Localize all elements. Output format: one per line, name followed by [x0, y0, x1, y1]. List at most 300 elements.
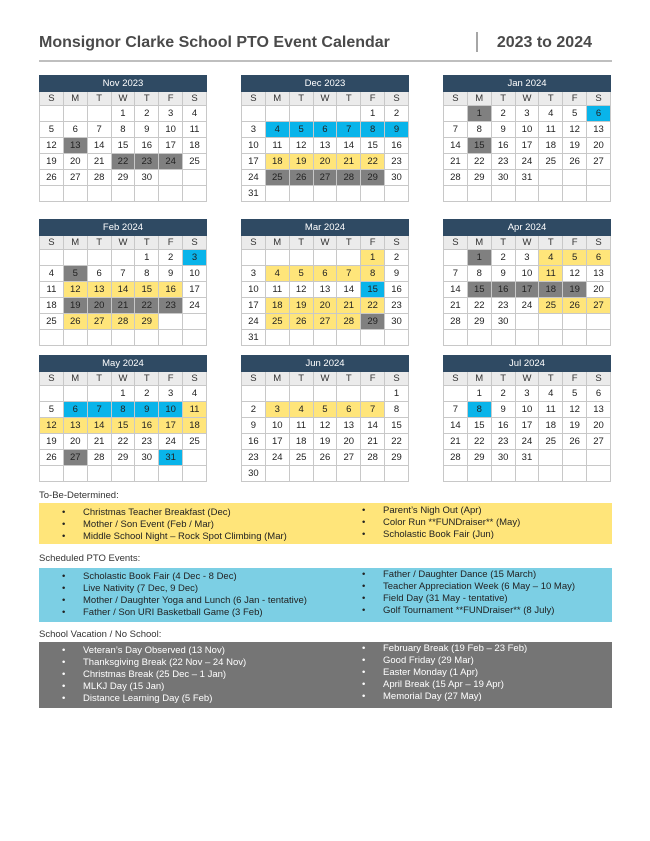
day-cell: 3: [242, 122, 266, 138]
event-item: • Father / Son URI Basketball Game (3 Feb): [39, 607, 307, 619]
week-row: [242, 402, 409, 418]
day-cell: [515, 466, 539, 482]
day-cell: 24: [159, 434, 183, 450]
day-cell: 2: [159, 250, 183, 266]
day-cell: 16: [135, 138, 159, 154]
day-cell: 29: [111, 450, 135, 466]
weekday-header: W: [515, 372, 539, 386]
day-cell: [444, 250, 468, 266]
day-cell: 9: [491, 266, 515, 282]
day-cell: 13: [63, 418, 87, 434]
weekday-header: T: [135, 92, 159, 106]
day-cell: 27: [63, 170, 87, 186]
day-cell: 10: [515, 402, 539, 418]
day-cell: 7: [444, 402, 468, 418]
day-cell: [183, 186, 207, 202]
day-cell: 6: [587, 250, 611, 266]
day-cell: 14: [444, 138, 468, 154]
month-title: Apr 2024: [444, 220, 611, 236]
day-cell: [539, 186, 563, 202]
day-cell: 17: [159, 418, 183, 434]
pto-label: Scheduled PTO Events:: [39, 553, 141, 564]
month-table: [39, 219, 207, 346]
day-cell: 10: [515, 122, 539, 138]
day-cell: 1: [135, 250, 159, 266]
day-cell: 24: [242, 170, 266, 186]
day-cell: 19: [313, 434, 337, 450]
day-cell: 29: [467, 314, 491, 330]
day-cell: 16: [159, 282, 183, 298]
day-cell: 24: [515, 154, 539, 170]
weekday-header: T: [337, 236, 361, 250]
weekday-header: W: [515, 236, 539, 250]
day-cell: [313, 106, 337, 122]
week-row: [242, 466, 409, 482]
week-row: [242, 122, 409, 138]
weekday-header: S: [444, 236, 468, 250]
day-cell: 12: [289, 138, 313, 154]
week-row: [242, 186, 409, 202]
weekday-header: F: [563, 236, 587, 250]
day-cell: [444, 106, 468, 122]
month-table: [39, 355, 207, 482]
vacation-list-right: [339, 643, 527, 703]
day-cell: [539, 314, 563, 330]
event-item: • February Break (19 Feb – 23 Feb): [339, 643, 527, 655]
week-row: [40, 418, 207, 434]
month-calendar: [443, 355, 611, 482]
day-cell: [135, 186, 159, 202]
day-cell: [337, 330, 361, 346]
week-row: [444, 450, 611, 466]
day-cell: [444, 186, 468, 202]
weekday-header: S: [40, 372, 64, 386]
day-cell: 2: [135, 106, 159, 122]
day-cell: [385, 330, 409, 346]
day-cell: 25: [539, 434, 563, 450]
event-item: • Good Friday (29 Mar): [339, 655, 527, 667]
week-row: [444, 466, 611, 482]
day-cell: 5: [289, 122, 313, 138]
day-cell: [242, 250, 266, 266]
weekday-header: T: [539, 236, 563, 250]
day-cell: 5: [63, 266, 87, 282]
day-cell: 19: [563, 282, 587, 298]
day-cell: 30: [242, 466, 266, 482]
week-row: [40, 122, 207, 138]
month-calendar: [241, 355, 409, 482]
day-cell: [313, 330, 337, 346]
day-cell: [159, 314, 183, 330]
event-item: • Mother / Daughter Yoga and Lunch (6 Jan - tentative): [39, 595, 307, 607]
day-cell: 13: [587, 266, 611, 282]
day-cell: 24: [242, 314, 266, 330]
day-cell: 31: [242, 330, 266, 346]
day-cell: [63, 386, 87, 402]
week-row: [40, 450, 207, 466]
day-cell: [515, 330, 539, 346]
day-cell: [183, 330, 207, 346]
day-cell: 8: [385, 402, 409, 418]
day-cell: [539, 170, 563, 186]
day-cell: 30: [135, 170, 159, 186]
day-cell: [337, 386, 361, 402]
day-cell: 18: [289, 434, 313, 450]
day-cell: 28: [444, 450, 468, 466]
weekday-header: M: [265, 372, 289, 386]
day-cell: 22: [467, 154, 491, 170]
day-cell: 15: [385, 418, 409, 434]
day-cell: 8: [111, 402, 135, 418]
day-cell: 23: [385, 298, 409, 314]
day-cell: 8: [361, 266, 385, 282]
day-cell: 21: [87, 154, 111, 170]
day-cell: 21: [444, 298, 468, 314]
week-row: [40, 138, 207, 154]
event-item: • Parent’s Nigh Out (Apr): [339, 505, 520, 517]
day-cell: 13: [313, 138, 337, 154]
day-cell: 30: [385, 170, 409, 186]
day-cell: 30: [491, 314, 515, 330]
week-row: [40, 282, 207, 298]
day-cell: 13: [63, 138, 87, 154]
week-row: [242, 250, 409, 266]
week-row: [444, 266, 611, 282]
day-cell: [265, 186, 289, 202]
day-cell: 10: [515, 266, 539, 282]
day-cell: [444, 386, 468, 402]
day-cell: 4: [265, 266, 289, 282]
day-cell: 4: [539, 386, 563, 402]
day-cell: 1: [361, 250, 385, 266]
weekday-header: S: [385, 236, 409, 250]
day-cell: 29: [385, 450, 409, 466]
day-cell: [289, 330, 313, 346]
day-cell: 9: [491, 122, 515, 138]
day-cell: 21: [111, 298, 135, 314]
month-calendar: [39, 75, 207, 202]
day-cell: [40, 250, 64, 266]
day-cell: 12: [313, 418, 337, 434]
month-calendar: [443, 75, 611, 202]
day-cell: 22: [361, 154, 385, 170]
day-cell: 20: [587, 418, 611, 434]
day-cell: 15: [467, 418, 491, 434]
month-title: Jun 2024: [242, 356, 409, 372]
day-cell: 17: [515, 282, 539, 298]
day-cell: 11: [289, 418, 313, 434]
month-table: [241, 75, 409, 202]
day-cell: [563, 466, 587, 482]
day-cell: [587, 314, 611, 330]
week-row: [242, 450, 409, 466]
day-cell: 17: [183, 282, 207, 298]
weekday-header: S: [242, 372, 266, 386]
day-cell: 7: [87, 402, 111, 418]
day-cell: 19: [289, 298, 313, 314]
day-cell: [337, 466, 361, 482]
day-cell: 19: [563, 418, 587, 434]
day-cell: 2: [385, 106, 409, 122]
day-cell: 9: [135, 122, 159, 138]
day-cell: 25: [183, 154, 207, 170]
day-cell: 13: [587, 402, 611, 418]
day-cell: 16: [491, 138, 515, 154]
event-item: • Memorial Day (27 May): [339, 691, 527, 703]
week-row: [444, 386, 611, 402]
weekday-header: F: [159, 236, 183, 250]
event-item: • Father / Daughter Dance (15 March): [339, 569, 575, 581]
day-cell: 3: [515, 386, 539, 402]
day-cell: 1: [467, 250, 491, 266]
day-cell: 14: [111, 282, 135, 298]
day-cell: 15: [467, 138, 491, 154]
day-cell: 3: [242, 266, 266, 282]
day-cell: 14: [87, 418, 111, 434]
week-row: [444, 298, 611, 314]
day-cell: [87, 106, 111, 122]
day-cell: 20: [337, 434, 361, 450]
day-cell: 8: [467, 266, 491, 282]
day-cell: 6: [63, 122, 87, 138]
weekday-header: S: [444, 372, 468, 386]
pto-list-left: [39, 571, 307, 619]
day-cell: [242, 386, 266, 402]
day-cell: 25: [183, 434, 207, 450]
day-cell: 3: [265, 402, 289, 418]
day-cell: [361, 186, 385, 202]
day-cell: [183, 466, 207, 482]
day-cell: 26: [289, 314, 313, 330]
day-cell: 26: [40, 450, 64, 466]
day-cell: [289, 250, 313, 266]
vacation-list-left: [39, 645, 246, 705]
weekday-header: T: [87, 92, 111, 106]
day-cell: [265, 106, 289, 122]
day-cell: 7: [337, 266, 361, 282]
day-cell: 9: [491, 402, 515, 418]
week-row: [40, 266, 207, 282]
day-cell: 4: [539, 106, 563, 122]
week-row: [40, 330, 207, 346]
day-cell: 11: [40, 282, 64, 298]
day-cell: [515, 186, 539, 202]
weekday-header: M: [63, 92, 87, 106]
day-cell: 22: [467, 298, 491, 314]
page-header: [39, 32, 612, 62]
day-cell: 11: [265, 138, 289, 154]
week-row: [40, 170, 207, 186]
day-cell: 26: [563, 434, 587, 450]
day-cell: 16: [491, 418, 515, 434]
day-cell: [40, 186, 64, 202]
day-cell: 20: [587, 138, 611, 154]
day-cell: 19: [563, 138, 587, 154]
day-cell: [444, 466, 468, 482]
month-table: [241, 219, 409, 346]
month-calendar: [443, 219, 611, 346]
week-row: [444, 330, 611, 346]
weekday-header: F: [361, 236, 385, 250]
day-cell: 25: [265, 314, 289, 330]
week-row: [242, 386, 409, 402]
day-cell: 30: [491, 170, 515, 186]
week-row: [40, 386, 207, 402]
day-cell: 27: [587, 298, 611, 314]
day-cell: 8: [467, 122, 491, 138]
day-cell: 20: [313, 298, 337, 314]
day-cell: 4: [539, 250, 563, 266]
day-cell: [289, 466, 313, 482]
day-cell: [265, 250, 289, 266]
day-cell: 18: [183, 418, 207, 434]
event-item: • Scholastic Book Fair (Jun): [339, 529, 520, 541]
day-cell: 6: [63, 402, 87, 418]
day-cell: 5: [563, 386, 587, 402]
day-cell: 5: [313, 402, 337, 418]
weekday-header: S: [385, 372, 409, 386]
day-cell: 15: [111, 138, 135, 154]
event-item: • Color Run **FUNDraiser** (May): [339, 517, 520, 529]
event-item: • Live Nativity (7 Dec, 9 Dec): [39, 583, 307, 595]
day-cell: 24: [183, 298, 207, 314]
day-cell: 26: [563, 298, 587, 314]
week-row: [40, 402, 207, 418]
day-cell: 31: [242, 186, 266, 202]
day-cell: [385, 466, 409, 482]
event-item: • Christmas Teacher Breakfast (Dec): [39, 507, 287, 519]
month-title: Jan 2024: [444, 76, 611, 92]
day-cell: 21: [337, 298, 361, 314]
day-cell: [563, 314, 587, 330]
day-cell: 19: [63, 298, 87, 314]
school-year: 2023 to 2024: [496, 34, 592, 51]
day-cell: 25: [539, 154, 563, 170]
day-cell: 20: [87, 298, 111, 314]
day-cell: [87, 330, 111, 346]
weekday-header: M: [63, 236, 87, 250]
day-cell: 17: [159, 138, 183, 154]
day-cell: 4: [183, 106, 207, 122]
day-cell: [587, 466, 611, 482]
day-cell: 2: [135, 386, 159, 402]
day-cell: 16: [385, 282, 409, 298]
day-cell: 3: [183, 250, 207, 266]
day-cell: 3: [159, 106, 183, 122]
day-cell: [265, 466, 289, 482]
day-cell: [242, 106, 266, 122]
day-cell: [289, 186, 313, 202]
weekday-header: S: [242, 236, 266, 250]
day-cell: [587, 170, 611, 186]
week-row: [444, 250, 611, 266]
day-cell: [539, 450, 563, 466]
day-cell: 22: [361, 298, 385, 314]
week-row: [242, 298, 409, 314]
week-row: [242, 154, 409, 170]
day-cell: 22: [111, 434, 135, 450]
day-cell: 9: [385, 266, 409, 282]
day-cell: 13: [587, 122, 611, 138]
day-cell: 29: [135, 314, 159, 330]
day-cell: 30: [385, 314, 409, 330]
weekday-header: T: [289, 372, 313, 386]
day-cell: 7: [87, 122, 111, 138]
day-cell: 28: [337, 170, 361, 186]
weekday-header: T: [337, 372, 361, 386]
day-cell: 3: [515, 250, 539, 266]
day-cell: 20: [587, 282, 611, 298]
day-cell: 24: [265, 450, 289, 466]
day-cell: 9: [385, 122, 409, 138]
week-row: [242, 330, 409, 346]
day-cell: [361, 386, 385, 402]
day-cell: 18: [539, 282, 563, 298]
day-cell: 4: [183, 386, 207, 402]
day-cell: [159, 330, 183, 346]
day-cell: [385, 186, 409, 202]
day-cell: 21: [361, 434, 385, 450]
day-cell: [63, 466, 87, 482]
day-cell: 22: [135, 298, 159, 314]
day-cell: [587, 186, 611, 202]
month-title: Nov 2023: [40, 76, 207, 92]
weekday-header: T: [539, 372, 563, 386]
month-calendar: [39, 219, 207, 346]
weekday-header: T: [289, 236, 313, 250]
day-cell: [111, 330, 135, 346]
day-cell: 26: [289, 170, 313, 186]
day-cell: 15: [111, 418, 135, 434]
day-cell: 17: [265, 434, 289, 450]
week-row: [444, 122, 611, 138]
day-cell: 29: [467, 170, 491, 186]
weekday-header: F: [563, 92, 587, 106]
tbd-box: [39, 503, 612, 544]
day-cell: 21: [444, 434, 468, 450]
day-cell: 3: [159, 386, 183, 402]
week-row: [40, 298, 207, 314]
weekday-header: W: [111, 236, 135, 250]
weekday-header: M: [467, 372, 491, 386]
weekday-header: W: [313, 236, 337, 250]
week-row: [242, 418, 409, 434]
day-cell: 20: [313, 154, 337, 170]
weekday-header: F: [563, 372, 587, 386]
day-cell: 23: [135, 154, 159, 170]
week-row: [242, 314, 409, 330]
day-cell: 25: [539, 298, 563, 314]
weekday-header: W: [515, 92, 539, 106]
day-cell: [40, 330, 64, 346]
weekday-header: M: [467, 92, 491, 106]
month-calendar: [241, 75, 409, 202]
day-cell: 12: [563, 266, 587, 282]
day-cell: 23: [491, 434, 515, 450]
day-cell: 23: [491, 154, 515, 170]
day-cell: 25: [265, 170, 289, 186]
event-item: • Distance Learning Day (5 Feb): [39, 693, 246, 705]
day-cell: [183, 170, 207, 186]
day-cell: 5: [563, 250, 587, 266]
day-cell: 1: [111, 386, 135, 402]
weekday-header: F: [159, 92, 183, 106]
week-row: [444, 106, 611, 122]
day-cell: [159, 170, 183, 186]
day-cell: 6: [587, 106, 611, 122]
weekday-header: S: [242, 92, 266, 106]
day-cell: 15: [135, 282, 159, 298]
